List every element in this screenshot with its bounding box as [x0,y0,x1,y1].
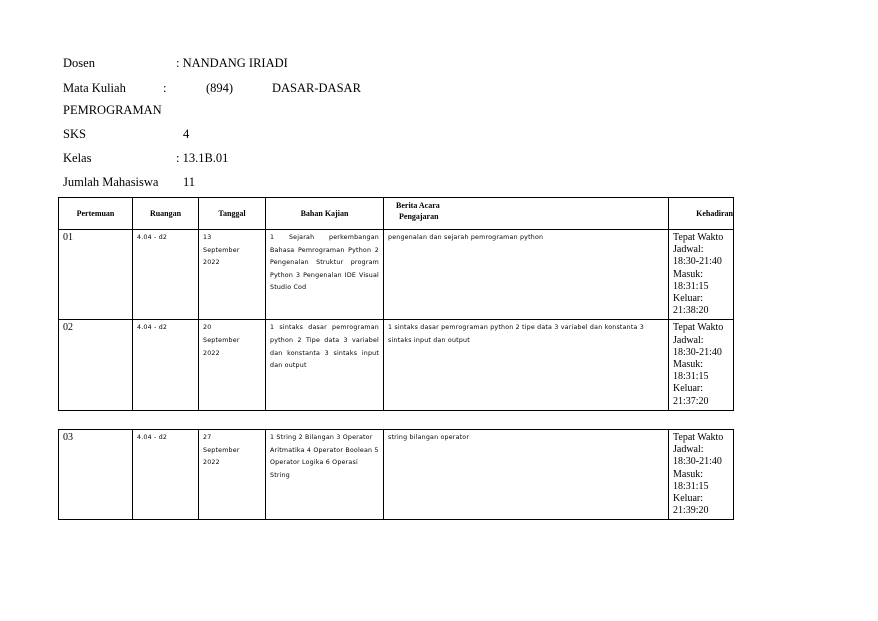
row1-masuk-value: 18:31:15 [673,280,709,292]
row2-pertemuan: 02 [59,320,133,410]
row3-keluar-value: 21:39:20 [673,505,709,517]
row3-berita-acara: string bilangan operator [384,430,669,520]
row2-keluar-label: Keluar: [673,383,703,395]
row2-tanggal-month: September [203,337,240,345]
mata-kuliah-colon: : [163,81,167,95]
mata-kuliah-name: DASAR-DASAR [272,81,361,95]
row2-kehadiran [669,320,734,410]
row1-tanggal-day: 13 [203,234,212,241]
row2-jadwal-value: 18:30-21:40 [673,346,722,358]
col-kehadiran: Kehadiran [669,198,734,230]
col-berita-acara-line2: Pengajaran [399,212,439,221]
mata-kuliah-label: Mata Kuliah [63,81,126,95]
row3-tanggal [199,430,266,520]
row2-tanggal-year: 2022 [203,349,220,357]
row1-kehadiran-status: Tepat Wakto [673,232,724,243]
kelas-label: Kelas [63,151,92,165]
col-tanggal: Tanggal [199,198,266,230]
row1-tanggal [199,230,266,320]
row2-jadwal-label: Jadwal: [673,334,704,346]
dosen-label: Dosen [63,56,95,70]
row3-tanggal-year: 2022 [203,459,220,467]
attendance-table [58,197,734,411]
row2-masuk-value: 18:31:15 [673,371,709,383]
table-row [59,230,734,320]
row1-jadwal-label: Jadwal: [673,244,704,256]
row2-kehadiran-status: Tepat Wakto [673,322,724,334]
row2-tanggal-day: 20 [203,324,212,332]
col-ruangan: Ruangan [133,198,199,230]
row2-tanggal [199,320,266,410]
mata-kuliah-code: (894) [206,81,234,95]
row1-bahan-kajian: 1 Sejarah perkembangan Bahasa Pemrograman Python 2 Pengenalan Struktur program Python 3 Pengenalan IDE Visual Studio Cod [266,230,384,320]
col-berita-acara-line1: Berita Acara [396,201,440,210]
row3-jadwal-value: 18:30-21:40 [673,456,722,468]
row2-ruangan: 4.04 - d2 [133,320,199,410]
row1-keluar-value: 21:38:20 [673,305,709,317]
table-header-row [59,198,734,230]
row2-bahan-kajian: 1 sintaks dasar pemrograman python 2 Tipe data 3 variabel dan konstanta 3 sintaks input dan output [266,320,384,410]
row1-berita-acara: pengenalan dan sejarah pemrograman python [384,230,669,320]
row3-kehadiran-status: Tepat Wakto [673,432,724,443]
col-pertemuan: Pertemuan [59,198,133,230]
row1-pertemuan: 01 [59,230,133,320]
row3-tanggal-day: 27 [203,434,212,441]
dosen-value: : NANDANG IRIADI [176,56,288,70]
row1-ruangan: 4.04 - d2 [133,230,199,320]
attendance-table-continued [58,429,734,520]
row3-jadwal-label: Jadwal: [673,444,704,456]
row3-keluar-label: Keluar: [673,493,703,505]
row1-keluar-label: Keluar: [673,293,703,305]
row3-masuk-label: Masuk: [673,468,703,480]
row1-kehadiran [669,230,734,320]
sks-value: 4 [183,127,190,141]
row2-masuk-label: Masuk: [673,359,703,371]
row2-keluar-value: 21:37:20 [673,395,709,407]
row1-tanggal-month: September [203,246,240,254]
row2-berita-acara: 1 sintaks dasar pemrograman python 2 tipe data 3 variabel dan konstanta 3 sintaks input dan output [384,320,669,410]
jumlah-mahasiswa-value: 11 [183,175,196,189]
sks-label: SKS [63,127,86,141]
jumlah-mahasiswa-label: Jumlah Mahasiswa [63,175,159,189]
table-row [59,430,734,520]
table-row [59,320,734,410]
row3-masuk-value: 18:31:15 [673,480,709,492]
row1-masuk-label: Masuk: [673,268,703,280]
col-berita-acara [384,198,669,230]
row3-bahan-kajian: 1 String 2 Bilangan 3 Operator Aritmatika 4 Operator Boolean 5 Operator Logika 6 Operasi String [266,430,384,520]
mata-kuliah-name-cont: PEMROGRAMAN [63,103,162,117]
kelas-value: : 13.1B.01 [176,151,229,165]
row3-tanggal-month: September [203,446,240,454]
row1-tanggal-year: 2022 [203,259,220,267]
row3-ruangan: 4.04 - d2 [133,430,199,520]
row3-pertemuan: 03 [59,430,133,520]
row3-kehadiran [669,430,734,520]
row1-jadwal-value: 18:30-21:40 [673,256,722,268]
col-bahan-kajian: Bahan Kajian [266,198,384,230]
